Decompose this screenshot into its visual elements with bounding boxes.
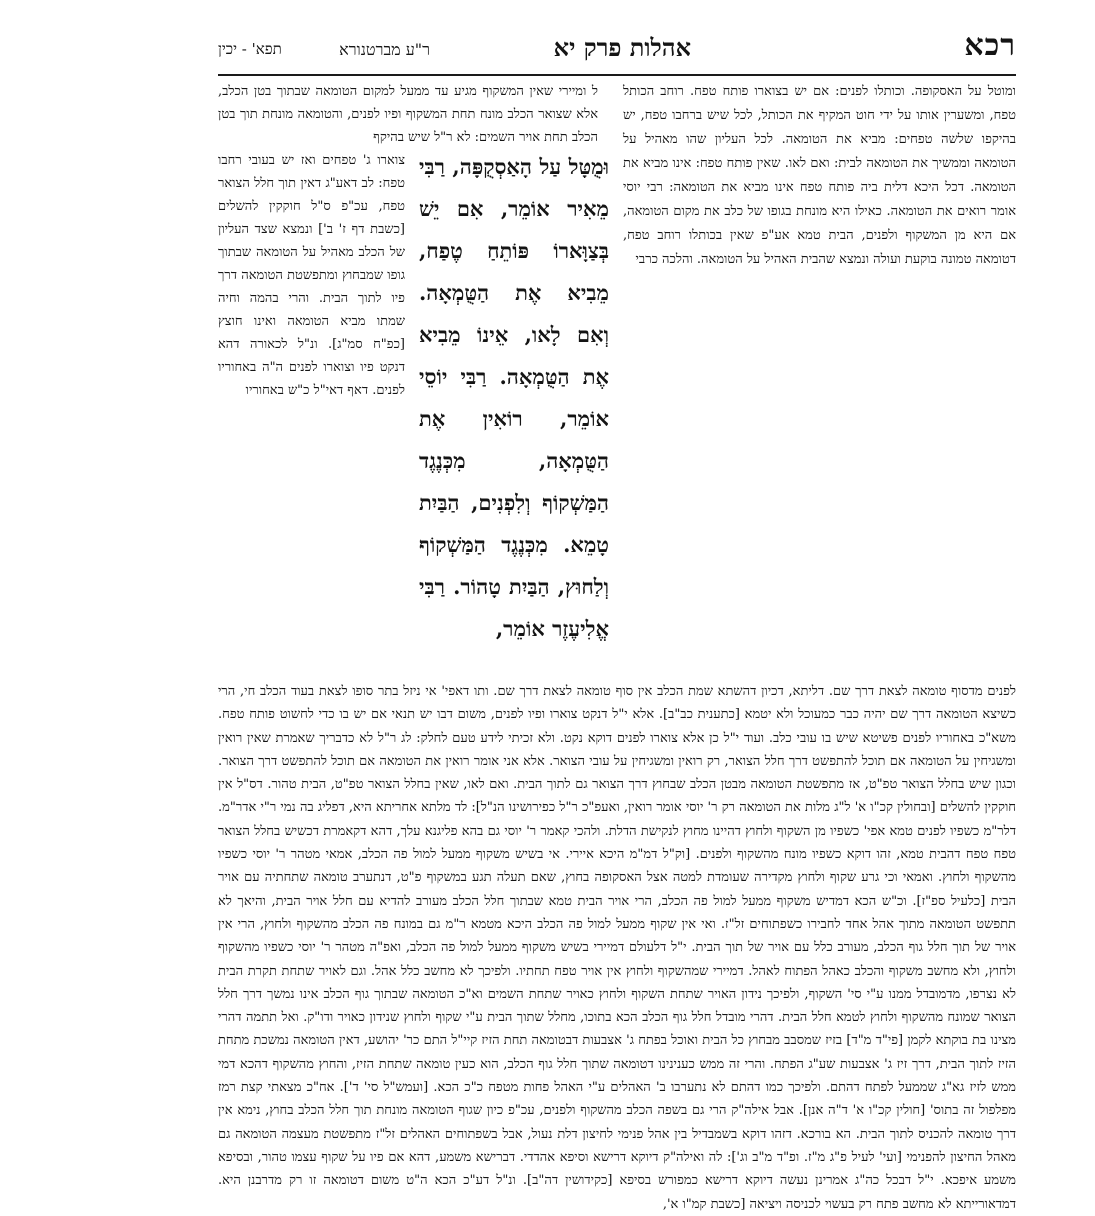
tiferet-commentary-bottom (218, 680, 1016, 1212)
tiferet-top-text: ל ומיירי שאין המשקוף מגיע עד ממעל למקום הטומאה שבתוך בטן הכלב, אלא שצואר הכלב מונח תחת המשקוף ופיו לפנים, והטומאה מונחת תוך בטן הכלב תחת אויר השמים: לא ר"ל שיש בהיקף (218, 84, 598, 145)
folio-number: רכא (964, 28, 1016, 63)
commentary-label: ר"ע מברטנורא (339, 40, 430, 59)
tiferet-side-text: צוארו ג' טפחים ואז יש בעובי רחבו טפח: לב דאע"ג דאין תוך חלל הצואר טפח, עכ"פ ס"ל חוקקין להשלים [כשבת דף ז' ב'] ונמצא שצד העליון של הכלב מאהיל על הטומאה שבתוך גופו שמבחוץ ומתפשטת הטומאה דרך פיו לתוך הבית. והרי בהמה וחיה שמתו מביא הטומאה ואינו חוצץ [כפ"ח סמ"ג]. ונ"ל לכאורה דהא דנקט פיו וצוארו לפנים ה"ה באחוריו לפנים. דאף דאי"ל כ"ש באחוריו (218, 153, 405, 398)
bartenura-commentary (623, 80, 1016, 670)
tiferet-bottom-text: לפנים מדסוף טומאה לצאת דרך שם. דליתא, דכיון דהשתא שמת הכלב אין סוף טומאה לצאת דרך שם. ותו דאפי' אי ניזל בתר סופו לצאת בעוד הכלב חי, הרי כשיצא הטומאה דרך שם יהיה כבר כמעוכל ולא יטמא [כתענית כב"ב]. אלא י"ל דנקט צוארו ופיו לפנים, משום דבו יש תנאי אם יש בו כדי לחשוט פותח טפח. משא"כ באחוריו לפנים פשיטא שיש בו עובי כלב. ועוד י"ל כן אלא צוארו לפנים דוקא נקט. ולא זכיתי לידע טעם לחלק: לג ר"ל לא כדבריך שאמרת שאין רואין ומשגיחין על הטומאה אם תוכל להתפשט דרך חלל הצואר, רק רואין ומשגיחין על עובי הצואר. אלא אני אומר רואין את הטומאה אם תוכל להתפשט דרך הצואר. וכגון שיש בחלל הצואר טפ"ט, אז מתפשטת הטומאה מבטן הכלב שבחוץ דרך הצואר גם לתוך הבית. ואם לאו, שאין בחלל הצואר טפ"ט, הבית טהור. דס"ל אין חוקקין להשלים [ובחולין קכ"ו א' ל"ג מלות את הטומאה רק ר' יוסי אומר רואין, ואעפ"כ ר"ל כפירושינו הנ"ל]: לד מלתא אחריתא היא, דפליג בה נמי ר"י אדר"מ. דלר"מ כשפיו לפנים טמא אפי' כשפיו מן השקוף ולחוץ דהיינו מחוץ לנקישת הדלת. ולהכי קאמר ר' יוסי גם בהא פליגנא עלך, דהא דקאמרת דכשיש בחלל הצואר טפח טפח דהבית טמא, זהו דוקא כשפיו מונח מהשקוף ולפנים. [וק"ל דמ"מ היכא איירי. אי בשיש משקוף ממעל למול פה הכלב, אמאי מטהר ר' יוסי כשפיו מהשקוף ולחוץ. ואמאי וכי גרע שקוף ולחוץ מקדירה שעומדת למטה אצל האסקופה בחוץ, שאם תעלה תגע במשקוף פ"ט, דנתערב טומאה שתחתיה עם אויר הבית [כלעיל ספ"ז]. וכ"ש הכא דמדיש משקוף ממעל למול פה הכלב, הרי אויר הבית טמא שבתוך חלל הכלב מעורב להדיא עם חלל אויר הבית, והיאך לא תתפשט הטומאה מתוך אהל אחד לחבירו כשפתוחים זל"ז. ואי אין שקוף ממעל למול פה הכלב היכא מטמא ר"מ גם במונח פה הכלב מהשקוף ולחוץ, הרי אין אויר של תוך חלל גוף הכלב, מעורב כלל עם אויר של תוך הבית. י"ל דלעולם דמיירי בשיש משקוף ממעל למול פה הכלב, ואפ"ה מטהר ר' יוסי כשפיו מהשקוף ולחוץ, ולא מחשב משקוף והכלב כאהל הפתוח לאהל. דמיירי שמהשקוף ולחוץ אין אויר טפח תחתיו. ולפיכך לא מחשב כלל אהל. וגם לאויר שתחת תקרת הבית לא נצרפו, מדמובדל ממנו ע"י סי' השקוף, ולפיכך נידון האויר שתחת השקוף ולחוץ כאויר שתחת השמים וא"כ הטומאה שבתוך גוף הכלב אינו נמשך דרך חלל הצואר שמונח מהשקוף ולחוץ לטמא חלל הבית. דהרי מובדל חלל גוף הכלב הכא בתוכו, מחלל שתוך הבית ע"י שקוף ולחוץ שנידון כאויר ודו"ק. ואל תתמה דהרי מצינו בת בוקתא לקמן [פי"ד מ"ד] בזיז שמסבב מבחוץ כל הבית ואוכל בפתח ג' אצבעות דבטומאה תחת הזיז קיי"ל התם כר' יהושע, דאין הטומאה נמשכת מתחת הזיז לתוך הבית, דרך זיז ג' אצבעות שע"ג הפתח. והרי זה ממש כענינינו דטומאה שתוך חלל גוף הכלב, הוא כעין טומאה שתחת הזיז, והחוץ מהשקוף דהכא דמי ממש לזיז גא"ג שממעל לפתח דהתם. ולפיכך כמו דהתם לא נתערבו ב' האהלים ע"י האהל פחות מטפח כ"כ הכא. [ועמש"ל סי' ד']. אח"כ מצאתי קצת רמז מפלפול זה בתוס' [חולין קכ"ו א' ד"ה אנן]. אבל אילה"ק הרי גם בשפה הכלב מהשקוף ולפנים, עכ"פ כיון שגוף הטומאה מונחת תוך חלל הכלב בחוץ, נימא אין דרך טומאה להכניס לתוך הבית. הא בורכא. דזהו דוקא בשמבדיל בין אהל פנימי לחיצון דלת נעול, אבל בשפתוחים האהלים זל"ז מתפשטת מעצמה הטומאה גם מאהל החיצון להפנימי [ועי' לעיל פ"ג מ"ז. ופ"ד מ"ב וג']: לה ואילה"ק דיוקא דרישא וסיפא אהדדי. דברישא משמע, דהא אם פיו על שקוף עצמו טהור, ובסיפא משמע איפכא. י"ל דבכל כה"ג אמרינן נעשה דיוקא דרישא כמפורש בסיפא [כקידושין דה"ב]. ונ"ל דע"כ הכא ה"ט משום דטומאה זו רק מדרבנן היא. דמדאורייתא לא מחשב פתח רק בעשוי לכניסה ויציאה [כשבת קמ"ו א', (218, 684, 1016, 1212)
bartenura-text: ומוטל על האסקופה. וכותלו לפנים: אם יש בצוארו פותח טפח. רוחב הכותל טפח, ומשערין אותו על ידי חוט המקיף את הכותל, לכל שיש ברחבו טפח, יש בהיקפו שלשה טפחים: מביא את הטומאה. לכל העליון שהו מאהיל על הטומאה וממשיך את הטומאה לבית: ואם לאו. שאין פותח טפח: אינו מביא את הטומאה. דכל היכא דלית ביה פותח טפח אינו מביא את הטומאה: רבי יוסי אומר רואים את הטומאה. כאילו היא מונחת בגופו של כלב את מקום הטומאה, אם היא מן המשקוף ולפנים, הבית טמא אע"פ שאין בכותלו רוחב טפח, דטומאה טמונה בוקעת ועולה ונמצא שהבית האהיל על הטומאה. והלכה כרבי (623, 84, 1016, 267)
mishnah-text: וּמֻטָּל עַל הָאַסְקֻפָּה, רַבִּי מֵאִיר אוֹמֵר, אִם יֵשׁ בְּצַוָּארוֹ פּוֹתֵחַ טֶפַח, מֵבִיא אֶת הַטֻּמְאָה. וְאִם לָאו, אֵינוֹ מֵבִיא אֶת הַטֻּמְאָה. רַבִּי יוֹסֵי אוֹמֵר, רוֹאִין אֶת הַטֻּמְאָה, מִכְּנֶגֶד הַמַּשְׁקוֹף וְלִפְנִים, הַבַּיִת טָמֵא. מִכְּנֶגֶד הַמַּשְׁקוֹף וְלַחוּץ, הַבַּיִת טָהוֹר. רַבִּי אֱלִיעֶזֶר אוֹמֵר, (419, 154, 609, 641)
header-rule (218, 74, 1016, 76)
tiferet-commentary-top (218, 80, 598, 150)
tiferet-commentary-side (218, 149, 405, 669)
chapter-title: אהלות פרק יא (553, 33, 691, 62)
mishnah-text-block (419, 146, 609, 676)
page-header (218, 28, 1016, 68)
commentary-range: תפא' - יכין (218, 40, 282, 58)
